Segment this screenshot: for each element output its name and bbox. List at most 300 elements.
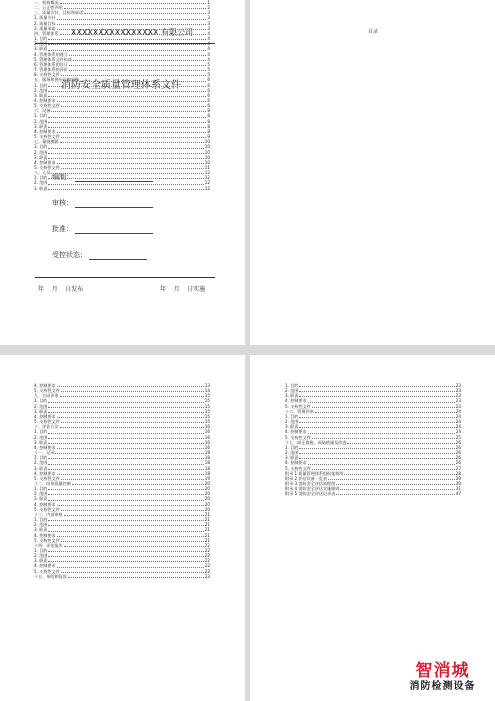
toc-page-number: 18 (204, 470, 210, 476)
toc-entry-title: 3. 职责 (285, 455, 299, 461)
toc-entry-title: 4. 控制要求 (34, 97, 56, 103)
toc-entry-title: 2. 范围 (34, 41, 48, 47)
toc-page-number: 26 (455, 439, 461, 445)
toc-entry-title: 4. 控制要求 (285, 460, 307, 466)
toc-entry-title: 附录 3 消防安全评估流程图 (285, 480, 336, 486)
toc-entry-title: 1. 目的 (34, 175, 48, 181)
toc-entry-title: 一、机构概况 (34, 0, 59, 5)
toc-entry-title: 5. 支持性文件 (34, 419, 60, 425)
toc-entry-title: 2. 范围 (34, 434, 48, 440)
toc-leader-dots (48, 122, 206, 123)
toc-entry-title: 4. 管理体系的建立 (34, 51, 68, 57)
toc-entry-title: 九、合同评审 (34, 393, 59, 399)
toc-entry-title: 5. 支持性文件 (34, 388, 60, 394)
toc-page-number: 26 (455, 460, 461, 466)
toc-entry-title: 2. 范围 (285, 419, 299, 425)
toc-leader-dots (57, 132, 207, 133)
toc-leader-dots (299, 427, 454, 428)
toc-page-number: 20 (204, 506, 210, 512)
toc-leader-dots (48, 402, 203, 403)
toc-leader-dots (69, 55, 207, 56)
toc-leader-dots (61, 391, 204, 392)
toc-entry[interactable] (285, 491, 461, 496)
field-label: 编制： (52, 173, 73, 181)
toc-entry-title: 3. 职责 (34, 123, 48, 129)
toc-page-number: 24 (455, 408, 461, 414)
logo-main-text: 智消城 (415, 661, 470, 681)
toc-entry-title: 4. 控制要求 (34, 383, 56, 388)
toc-entry-title: 5. 支持性文件 (34, 568, 60, 574)
toc-leader-dots (51, 111, 206, 112)
field-line (75, 200, 153, 208)
toc-entry-title: 六、设备 (34, 108, 51, 114)
toc-page-number: 4 (207, 36, 210, 42)
toc-entry-title: 十七、纠正措施、预防措施及改进 (285, 439, 347, 445)
toc-page-number: 3 (207, 10, 210, 16)
toc-leader-dots (73, 60, 206, 61)
toc-page-number: 16 (204, 424, 210, 430)
toc-entry-title: 3. 职责 (285, 393, 299, 399)
toc-entry-title: 附录 4 消防安全评估实施细则 (285, 486, 340, 492)
toc-page-number: 19 (204, 475, 210, 481)
toc-leader-dots (48, 39, 206, 40)
toc-page-number: 24 (455, 424, 461, 430)
toc-leader-dots (48, 443, 203, 444)
toc-page-number: 21 (204, 537, 210, 543)
toc-page-number: 8 (207, 113, 210, 119)
toc-page-number: 18 (204, 460, 210, 466)
toc-leader-dots (48, 561, 203, 562)
toc-page-number: 12 (204, 170, 210, 176)
toc-page-number: 15 (204, 403, 210, 409)
toc-entry-title: 二、公正性声明 (34, 5, 63, 11)
toc-page-number: 3 (207, 20, 210, 26)
toc-page-number: 26 (455, 450, 461, 456)
field-label: 审核： (52, 199, 73, 207)
toc-leader-dots (57, 29, 207, 30)
toc-page-number: 5 (207, 72, 210, 78)
toc-page-number: 21 (204, 532, 210, 538)
toc-entry-title: 十一、记录 (34, 450, 55, 456)
toc-page-number: 8 (207, 118, 210, 124)
toc-leader-dots (308, 433, 455, 434)
toc-entry-title: 3. 职责 (34, 439, 48, 445)
toc-page-number: 23 (455, 383, 461, 388)
toc-page-number: 20 (204, 486, 210, 492)
toc-entry-title: 1. 目的 (34, 517, 48, 523)
toc-page-number: 21 (204, 511, 210, 517)
toc-entry-title: 4. 控制要求 (285, 398, 307, 404)
toc-entry-title: 3. 职责 (34, 465, 48, 471)
toc-entry-title: 附录 5 消防安全评估记录表 (285, 491, 336, 497)
toc-page-number: 15 (204, 419, 210, 425)
toc-entry-title: 2. 范围 (34, 118, 48, 124)
toc-page-number: 14 (204, 388, 210, 394)
field-line (89, 252, 147, 260)
toc-page-number: 3 (207, 25, 210, 31)
toc-leader-dots (48, 127, 206, 128)
toc-entry-title: 2. 范围 (34, 149, 48, 155)
toc-leader-dots (64, 515, 204, 516)
toc-entry-title: 五、服务和供应品的采购 (34, 77, 80, 83)
toc-page-number: 22 (204, 553, 210, 559)
toc-entry-title: 2. 范围 (34, 180, 48, 186)
toc-leader-dots (48, 189, 203, 190)
toc-leader-dots (48, 433, 203, 434)
toc-leader-dots (61, 572, 204, 573)
toc-entry-title: 1. 目的 (34, 486, 48, 492)
toc-page-number: 15 (204, 393, 210, 399)
toc-page-number: 8 (207, 123, 210, 129)
toc-page-number: 18 (204, 455, 210, 461)
toc-entry-title: 2. 范围 (34, 460, 48, 466)
toc-entry-title: 5. 支持性文件 (34, 103, 60, 109)
toc-entry-title: 1. 目的 (34, 82, 48, 88)
toc-page-number: 1 (207, 0, 210, 5)
toc-leader-dots (48, 91, 206, 92)
toc-leader-dots (48, 44, 206, 45)
toc-entry-title: 2. 质量目标 (34, 20, 56, 26)
toc-page-number: 10 (204, 154, 210, 160)
toc-entry-title: 3. 职责 (34, 154, 48, 160)
toc-page-number: 4 (207, 30, 210, 36)
toc-entry-title: 2. 范围 (34, 522, 48, 528)
toc-entry-title: 1. 目的 (285, 413, 299, 419)
toc-entry-title: 2. 范围 (34, 491, 48, 497)
toc-leader-dots (57, 386, 204, 387)
toc-leader-dots (48, 438, 203, 439)
toc-page-number: 10 (204, 139, 210, 145)
toc-leader-dots (48, 469, 203, 470)
toc-entry-title: 十、评估方法 (34, 424, 59, 430)
toc-page-number: 20 (204, 496, 210, 502)
toc-entry-title: 1. 目的 (34, 548, 48, 553)
toc-entry-title: 4. 控制要求 (34, 563, 56, 569)
toc-leader-dots (48, 184, 203, 185)
toc-page-number: 22 (204, 563, 210, 569)
toc-leader-dots (60, 34, 207, 35)
toc-entry-title: 4. 控制要求 (34, 444, 56, 450)
toc-entry-title: 2. 范围 (34, 553, 48, 559)
toc-page-number: 23 (204, 573, 210, 579)
toc-page-number: 23 (455, 388, 461, 394)
toc-leader-dots (57, 163, 204, 164)
toc-page-number: 22 (204, 568, 210, 574)
toc-page-number: 6 (207, 97, 210, 103)
toc-leader-dots (72, 484, 204, 485)
toc-leader-dots (60, 396, 204, 397)
toc-entry-title: 5. 支持性文件 (285, 403, 311, 409)
toc-entry-title: 5. 支持性文件 (34, 506, 60, 512)
toc-page-number: 11 (204, 165, 210, 170)
toc-leader-dots (312, 469, 455, 470)
toc-entry-title: 1. 质量方针 (34, 15, 56, 21)
toc-entry-title: 5. 支持性文件 (34, 134, 60, 140)
toc-entry-title: 十四、评估报告 (34, 542, 63, 548)
toc-leader-dots (48, 407, 203, 408)
toc-page-number: 10 (204, 159, 210, 165)
toc-leader-dots (48, 96, 206, 97)
toc-page-number: 23 (455, 403, 461, 409)
toc-leader-dots (57, 505, 204, 506)
toc-leader-dots (57, 567, 204, 568)
toc-leader-dots (61, 106, 207, 107)
toc-page-number: 22 (204, 542, 210, 548)
toc-leader-dots (299, 396, 454, 397)
toc-leader-dots (299, 448, 454, 449)
toc-entry-title: 2. 范围 (285, 450, 299, 456)
toc-entry-title: 4. 控制要求 (34, 501, 56, 507)
toc-leader-dots (48, 551, 203, 552)
toc-leader-dots (69, 65, 207, 66)
watermark-logo (395, 662, 490, 693)
toc-page-number: 6 (207, 92, 210, 98)
toc-entry-title: 十三、内部审核 (34, 511, 63, 517)
toc-entry-title: 1. 目的 (34, 398, 48, 404)
toc-page-number: 24 (455, 413, 461, 419)
toc-page-number: 12 (204, 185, 210, 191)
toc-page-number: 10 (204, 144, 210, 150)
toc-page-number: 21 (204, 517, 210, 523)
toc-entry-title: 1. 目的 (285, 444, 299, 450)
toc-page-number: 16 (204, 434, 210, 440)
toc-leader-dots (48, 525, 203, 526)
toc-leader-dots (328, 479, 455, 480)
toc-leader-dots (48, 86, 206, 87)
toc-leader-dots (48, 464, 203, 465)
toc-page-number: 16 (204, 429, 210, 435)
toc-leader-dots (299, 458, 454, 459)
toc-page-number: 6 (207, 103, 210, 109)
toc-page-number: 24 (455, 419, 461, 425)
toc-list (285, 383, 461, 496)
toc-page-number: 28 (455, 470, 461, 476)
toc-page-number: 6 (207, 77, 210, 83)
toc-leader-dots (315, 412, 455, 413)
field-label: 批准： (52, 225, 73, 233)
toc-leader-dots (60, 142, 204, 143)
toc-entry-title: 十五、单的和投诉 (34, 573, 67, 579)
toc-leader-dots (48, 458, 203, 459)
toc-leader-dots (57, 474, 204, 475)
toc-entry-title: 3. 职责 (34, 527, 48, 533)
toc-leader-dots (299, 453, 454, 454)
toc-page-number: 4 (207, 56, 210, 62)
toc-page-number: 15 (204, 408, 210, 414)
toc-leader-dots (68, 577, 204, 578)
field-control-status (52, 250, 147, 260)
toc-entry-title: 十二、结果质量控制 (34, 480, 71, 486)
toc-entry-title: 十六、管理评审 (285, 408, 314, 414)
toc-leader-dots (48, 148, 203, 149)
toc-page-number: 24 (455, 429, 461, 435)
toc-entry-title: 3. 职责 (285, 424, 299, 430)
toc-leader-dots (299, 422, 454, 423)
toc-page-number: 26 (455, 444, 461, 450)
toc-leader-dots (299, 386, 454, 387)
logo-sub-text: 消防检测设备 (409, 681, 476, 692)
toc-entry-title: 5. 支持性文件 (34, 537, 60, 543)
toc-page-number: 12 (204, 180, 210, 186)
toc-leader-dots (312, 438, 455, 439)
toc-leader-dots (61, 75, 207, 76)
toc-page-number: 31 (455, 486, 461, 492)
toc-entry[interactable] (34, 186, 210, 191)
company-name: XXXXXXXXXXXXXXXX 有限公司 (70, 28, 194, 37)
toc-leader-dots (308, 464, 455, 465)
toc-entry-title: 8. 支持性文件 (34, 72, 60, 78)
toc-entry-title: 1. 目的 (34, 429, 48, 435)
toc-leader-dots (344, 474, 454, 475)
toc-page-number: 22 (204, 558, 210, 564)
toc-page-number: 21 (204, 527, 210, 533)
toc-entry-title: 3. 职责 (34, 92, 48, 98)
toc-leader-dots (61, 168, 204, 169)
field-approved (52, 224, 153, 234)
toc-entry-title: 3. 职责 (34, 558, 48, 564)
toc-entry-title: 附录 1 质量管理体系组织架构图 (285, 470, 344, 476)
toc-leader-dots (48, 117, 206, 118)
toc-entry-title: 5. 支持性文件 (34, 475, 60, 481)
toc-entry[interactable] (34, 574, 210, 579)
toc-list (34, 383, 210, 579)
toc-page-number: 4 (207, 46, 210, 52)
toc-page-number: 5 (207, 61, 210, 67)
toc-leader-dots (57, 24, 207, 25)
footer-rule (35, 277, 215, 278)
toc-page-number: 25 (455, 434, 461, 440)
toc-page-number: 47 (455, 491, 461, 497)
toc-entry-title: 3. 职责 (34, 496, 48, 502)
toc-entry-title: 5. 支持性文件 (285, 434, 311, 440)
toc-leader-dots (299, 417, 454, 418)
toc-page-number: 15 (204, 413, 210, 419)
toc-leader-dots (57, 101, 207, 102)
toc-entry-title: 4. 控制要求 (34, 470, 56, 476)
toc-leader-dots (61, 422, 204, 423)
field-line (75, 226, 153, 234)
toc-entry-title: 3. 职责 (34, 185, 48, 191)
toc-entry-title: 6. 管理体系的设计 (34, 61, 68, 67)
toc-leader-dots (57, 19, 207, 20)
toc-page-number: 20 (204, 480, 210, 486)
toc-page-number: 18 (204, 465, 210, 471)
toc-page-number: 15 (204, 398, 210, 404)
toc-title: 目录 (367, 29, 378, 35)
toc-page-number: 20 (204, 491, 210, 497)
toc-page-number: 5 (207, 67, 210, 73)
toc-leader-dots (48, 531, 203, 532)
toc-leader-dots (60, 3, 207, 4)
toc-entry-title: 2. 范围 (34, 403, 48, 409)
toc-leader-dots (48, 494, 203, 495)
toc-entry-title: 7. 管理体系的评价 (34, 67, 68, 73)
toc-entry-title: 1. 目的 (34, 36, 48, 42)
toc-entry-title: 4. 控制要求 (34, 128, 56, 134)
toc-entry-title: 4. 控制要求 (285, 429, 307, 435)
toc-entry-title: 八、人员 (34, 170, 51, 176)
toc-entry-title: 3. 职责 (34, 408, 48, 414)
toc-entry-title: 5. 管理体系文件构成 (34, 56, 72, 62)
toc-leader-dots (84, 13, 206, 14)
toc-page-number: 27 (455, 465, 461, 471)
toc-entry-title: 七、量值溯源 (34, 139, 59, 145)
toc-leader-dots (340, 489, 454, 490)
toc-entry-title: 2. 范围 (34, 87, 48, 93)
toc-page-number: 22 (204, 548, 210, 553)
toc-entry-title: 1. 目的 (285, 383, 299, 388)
toc-leader-dots (48, 178, 203, 179)
toc-leader-dots (60, 427, 204, 428)
toc-leader-dots (55, 453, 203, 454)
toc-entry-title: 四、管理体系 (34, 30, 59, 36)
toc-entry-title: 5. 支持性文件 (34, 165, 60, 170)
toc-entry-title: 三、质量方针、目标和承诺 (34, 10, 84, 16)
toc-page-number: 4 (207, 51, 210, 57)
toc-leader-dots (48, 50, 206, 51)
toc-page-number: 16 (204, 444, 210, 450)
toc-entry-title: 2. 范围 (285, 388, 299, 394)
toc-page-number: 8 (207, 108, 210, 114)
toc-entry-title: 4. 控制要求 (34, 413, 56, 419)
toc-leader-dots (308, 402, 455, 403)
toc-page-number: 21 (204, 522, 210, 528)
toc-entry-title: 附录 2 评估设备一览表 (285, 475, 328, 481)
toc-leader-dots (61, 541, 204, 542)
field-reviewed (52, 198, 153, 208)
toc-list (34, 0, 210, 191)
toc-leader-dots (48, 556, 203, 557)
toc-leader-dots (48, 520, 203, 521)
toc-leader-dots (57, 448, 204, 449)
toc-leader-dots (57, 536, 204, 537)
toc-leader-dots (48, 412, 203, 413)
toc-page-number: 6 (207, 87, 210, 93)
toc-page-number: 4 (207, 41, 210, 47)
toc-entry-title: 5. 支持性文件 (285, 465, 311, 471)
toc-page-number: 30 (455, 480, 461, 486)
toc-leader-dots (69, 70, 207, 71)
toc-entry-title: 4. 控制要求 (34, 159, 56, 165)
toc-leader-dots (347, 443, 454, 444)
toc-entry-title: 1. 目的 (34, 113, 48, 119)
toc-leader-dots (48, 158, 203, 159)
toc-leader-dots (336, 484, 455, 485)
toc-leader-dots (80, 81, 206, 82)
toc-leader-dots (57, 417, 204, 418)
toc-page-number: 16 (204, 439, 210, 445)
toc-page-number: 10 (204, 149, 210, 155)
document-title: 消防安全质量管理体系文件 (61, 80, 181, 91)
toc-leader-dots (61, 479, 204, 480)
toc-leader-dots (299, 391, 454, 392)
toc-page-number: 8 (207, 128, 210, 134)
toc-leader-dots (48, 153, 203, 154)
toc-leader-dots (336, 494, 455, 495)
toc-page-number: 18 (204, 450, 210, 456)
field-label: 受控状态： (52, 251, 87, 259)
toc-entry-title: 4. 控制要求 (34, 532, 56, 538)
toc-page-number: 12 (204, 175, 210, 181)
toc-leader-dots (64, 8, 207, 9)
toc-leader-dots (61, 137, 207, 138)
toc-entry-title: 3. 质量承诺 (34, 25, 56, 31)
toc-entry-title: 3. 职责 (34, 46, 48, 52)
toc-page-number: 6 (207, 82, 210, 88)
toc-page-number: 3 (207, 15, 210, 21)
issue-date: 年 月 日发布 (38, 286, 84, 293)
toc-leader-dots (48, 500, 203, 501)
